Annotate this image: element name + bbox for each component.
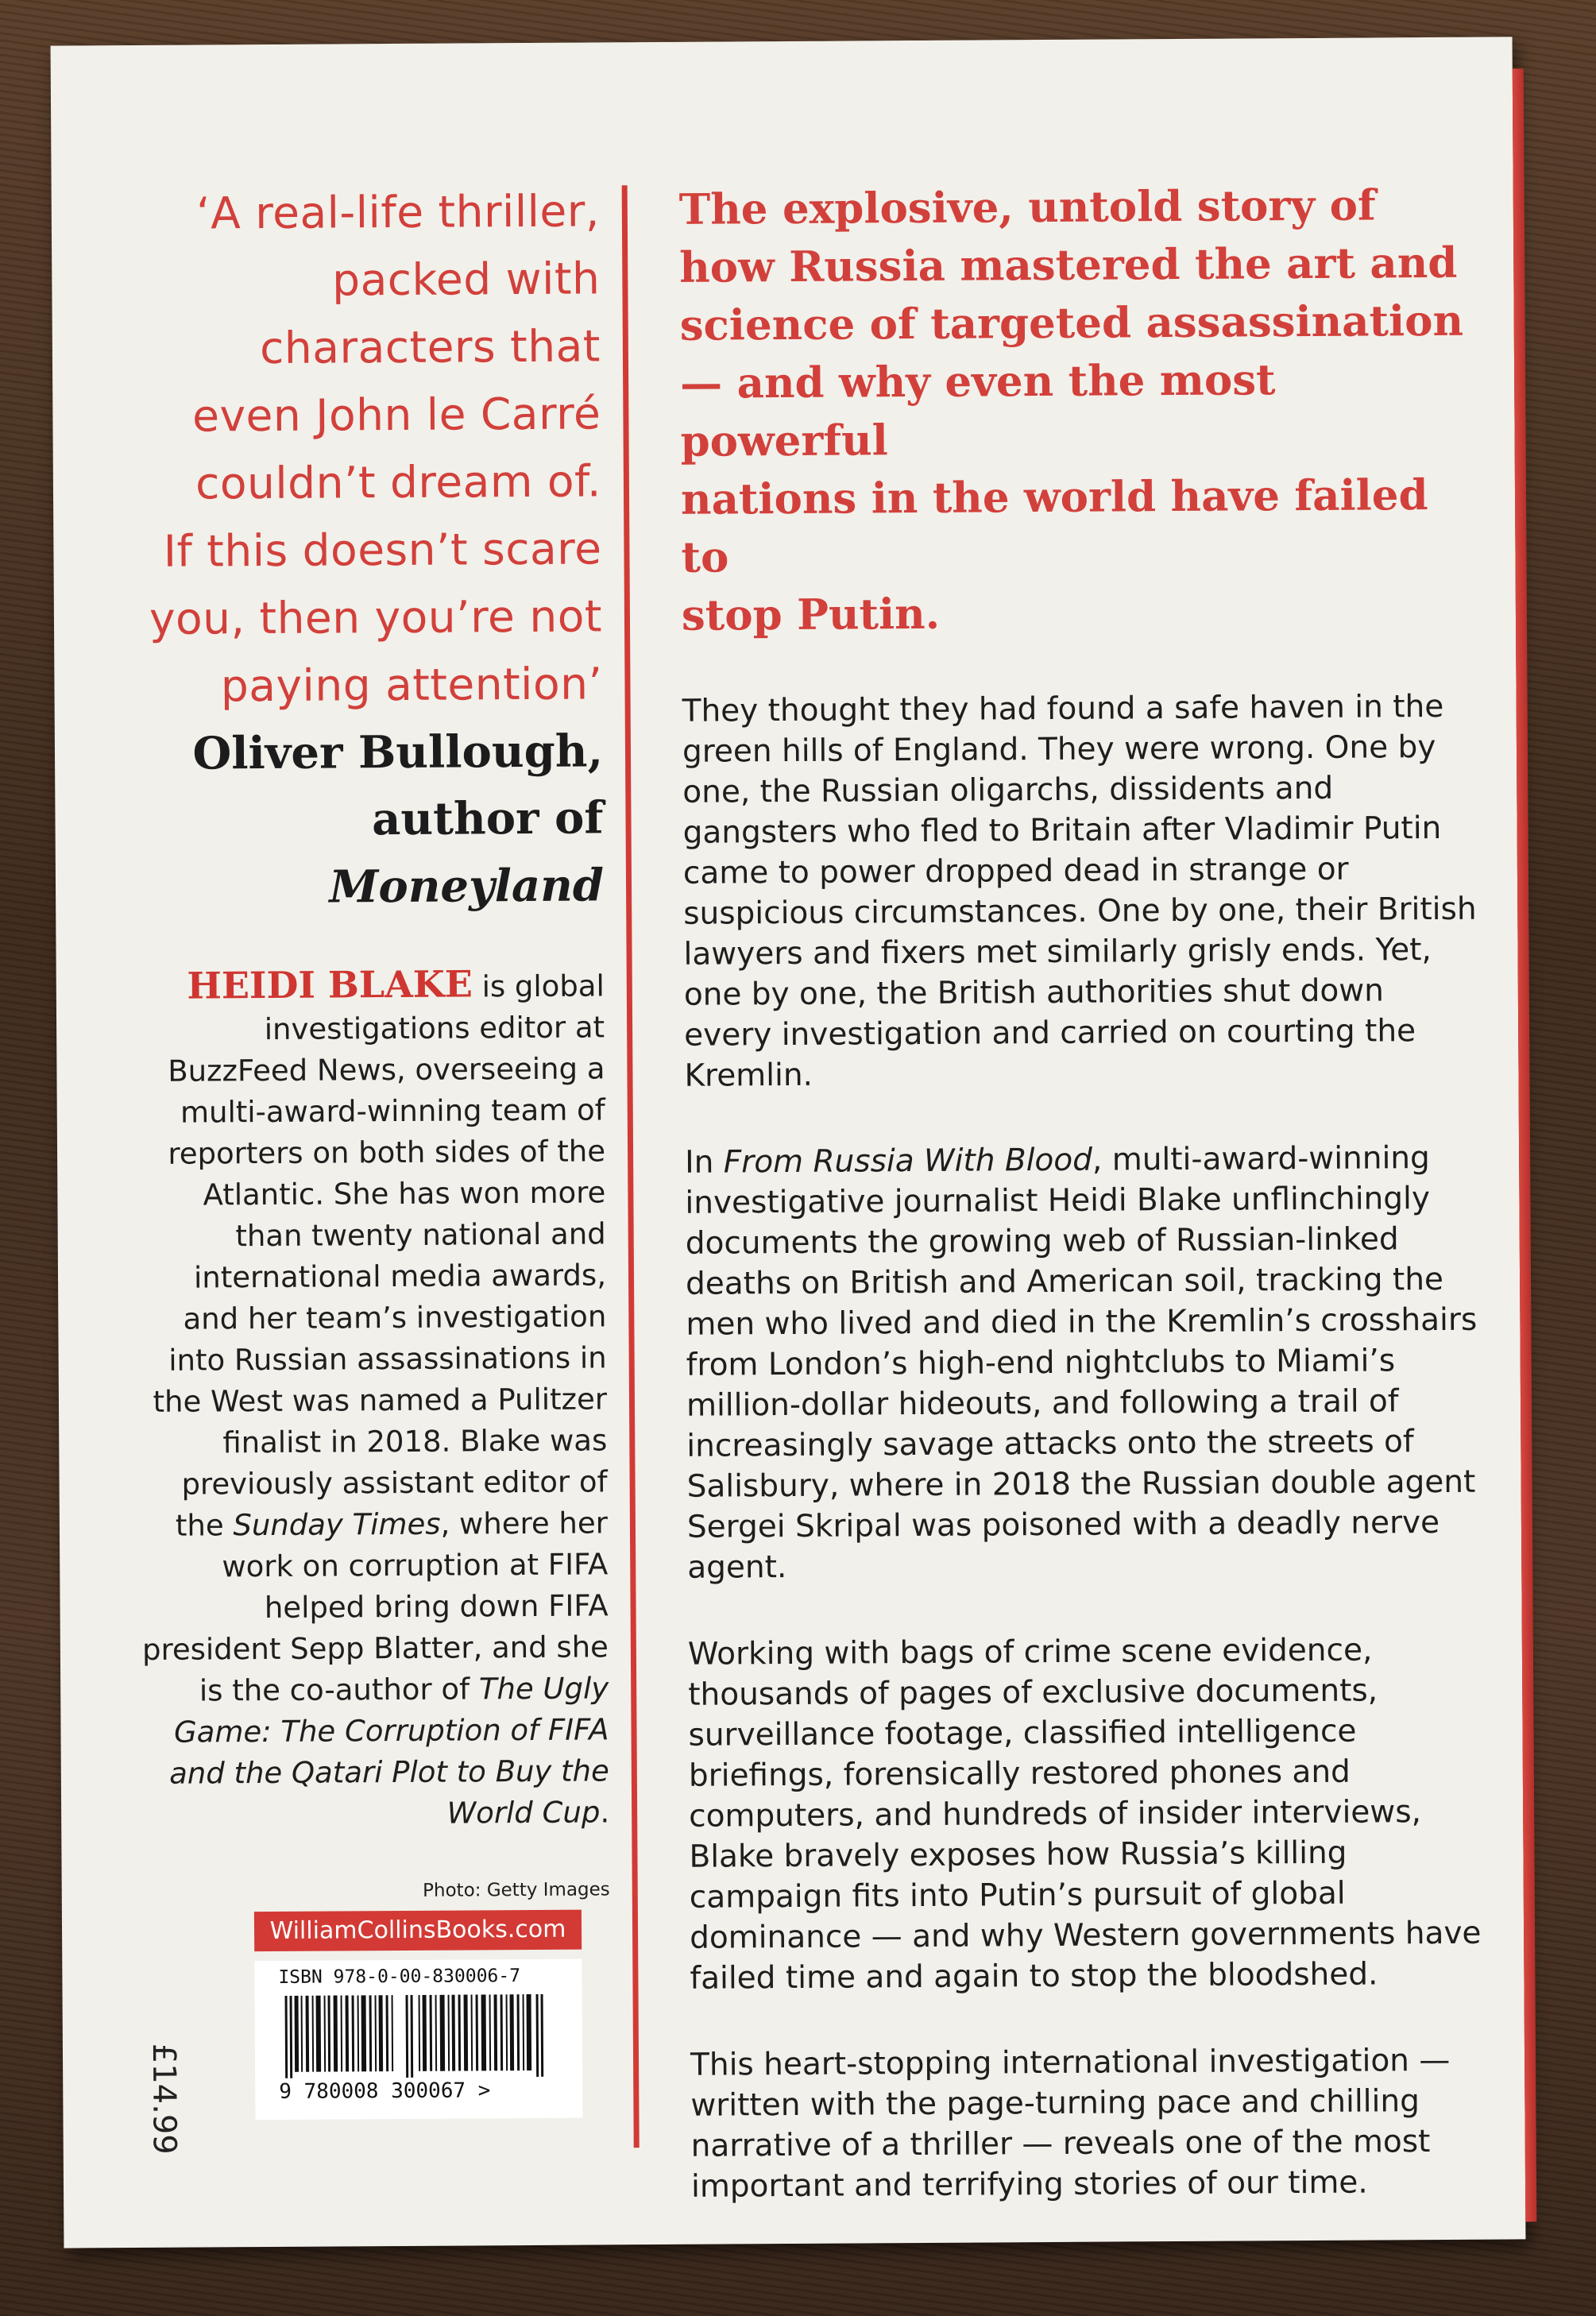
quote-attribution: Oliver Bullough, author of: [192, 725, 604, 846]
barcode-digits: 9 780008 300067 >: [279, 2078, 491, 2104]
review-quote: ‘A real-life thriller, packed with characters that even John le Carré couldn’t dream of. If this doesn’t scare you, then you’re not paying attention’: [149, 185, 603, 712]
bio-text-3: .: [600, 1795, 610, 1830]
book-back-cover: [51, 37, 1526, 2248]
quote-attribution-book: Moneyland: [329, 859, 605, 914]
bio-italic-1: Sunday Times: [233, 1506, 441, 1543]
blurb-paragraph-1: They thought they had found a safe haven in the green hills of England. They were wrong. One by one, the Russian oligarchs, dissidents and gangsters who fled to Britain after Vladimir Putin came to power dropped dead in strange or suspicious circumstances. One by one, their British lawyers and fixers met similarly grisly ends. Yet, one by one, the British authorities shut down every investigation and carried on courting the Kremlin.: [682, 688, 1477, 1094]
bio-text-2: , where her work on corruption at FIFA helped bring down FIFA president Sepp Blatter, and she is the co-author of: [141, 1506, 609, 1708]
isbn-text: ISBN 978-0-00-830006-7: [278, 1966, 521, 1988]
right-column: [679, 176, 1486, 2207]
left-column: [123, 177, 610, 1836]
cover-red-edge: [1513, 68, 1537, 2221]
author-name: HEIDI BLAKE: [187, 962, 473, 1007]
p2-intro: In: [685, 1144, 724, 1181]
blurb-paragraph-4: This heart-stopping international investigation — written with the page-turning pace and chilling narrative of a thriller — reveals one of the most important and terrifying stories of our time.: [690, 2042, 1451, 2205]
price-label: £14.99: [145, 2043, 183, 2155]
blurb-paragraph-2: [685, 1138, 1482, 1588]
blurb-paragraph-3: Working with bags of crime scene evidence, thousands of pages of exclusive documents, surveillance footage, classified intelligence briefings, forensically restored phones and computers, and hundreds of insider interviews, Blake bravely exposes how Russia’s killing campaign fits into Putin’s pursuit of global dominance — and why Western governments have failed time and again to stop the bloodshed.: [687, 1632, 1482, 1997]
publisher-website-badge: WilliamCollinsBooks.com: [254, 1910, 582, 1952]
p2-rest: , multi-award-winning investigative journalist Heidi Blake unflinchingly documents the growing web of Russian-linked deaths on British and American soil, tracking the men who lived and died in the Kremlin’s crosshairs from London’s high-end nightclubs to Miami’s million-dollar hideouts, and following a trail of increasingly savage attacks onto the streets of Salisbury, where in 2018 the Russian double agent Sergei Skripal was poisoned with a deadly nerve agent.: [685, 1140, 1478, 1586]
barcode-label: [254, 1959, 582, 2121]
blurb-headline: The explosive, untold story of how Russia mastered the art and science of targeted assassination — and why even the most powerful nations in the world have failed to stop Putin.: [678, 180, 1464, 640]
photo-credit: Photo: Getty Images: [423, 1879, 610, 1901]
author-bio: [128, 962, 610, 1836]
bio-italic-2: The Ugly Game: The Corruption of FIFA and the Qatari Plot to Buy the World Cup: [169, 1671, 609, 1831]
p2-book-title: From Russia With Blood: [723, 1142, 1093, 1181]
column-divider: [622, 185, 640, 2148]
barcode-icon: [279, 1994, 559, 2078]
bio-text-1: is global investigations editor at BuzzFeed News, overseeing a multi-award-winning team of reporters on both sides of the Atlantic. She has won more than twenty national and international media awards, and her team’s investigation into Russian assassinations in the West was named a Pulitzer finalist in 2018. Blake was previously assistant editor of the: [153, 969, 608, 1543]
